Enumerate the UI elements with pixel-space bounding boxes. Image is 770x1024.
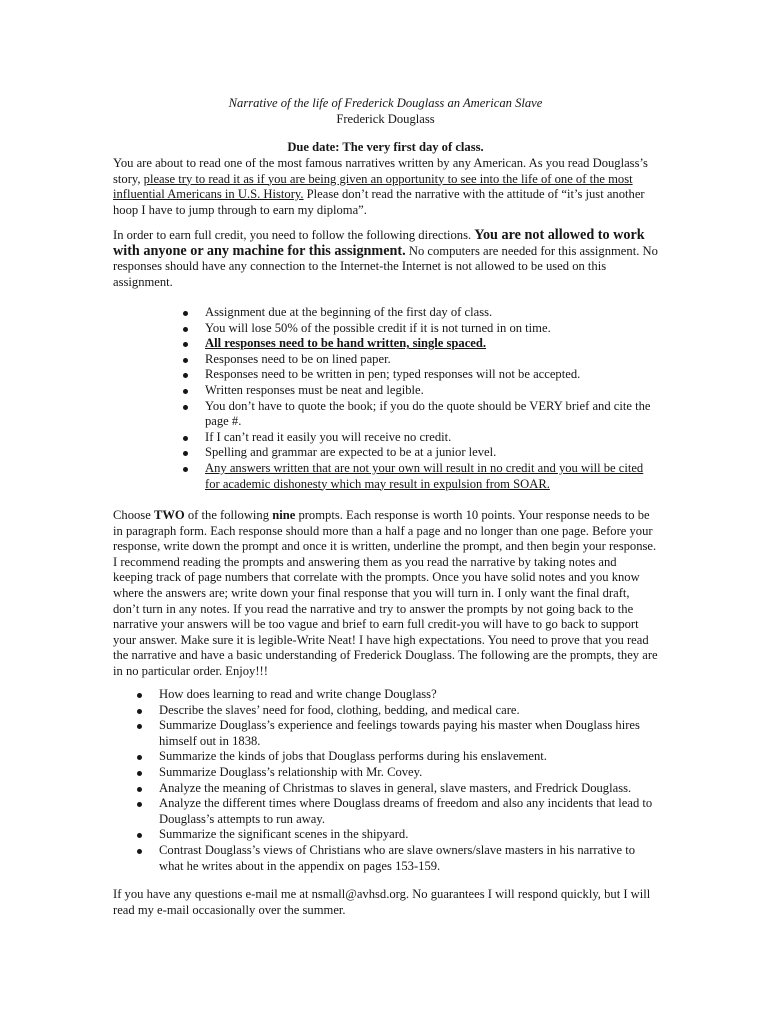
credit-text-end: No computers are needed for this assignment. No responses should have any connection to the Internet-the Internet is not allowed to be used on this assignment. [113,243,658,289]
list-item: Summarize the kinds of jobs that Douglass performs during his enslavement. [134,749,659,765]
book-author: Frederick Douglass [336,111,435,126]
list-item: Analyze the different times where Douglass dreams of freedom and also any incidents that lead to Douglass’s attempts to run away. [134,796,659,827]
prompts-list [134,687,659,874]
list-item: Describe the slaves’ need for food, clothing, bedding, and medical care. [134,703,659,719]
list-item: Summarize the significant scenes in the shipyard. [134,827,659,843]
list-item: Any answers written that are not your own will result in no credit and you will be cited for academic dishonesty which may result in expulsion from SOAR. [180,461,660,492]
list-item: Assignment due at the beginning of the first day of class. [180,305,660,321]
credit-text-start: In order to earn full credit, you need to follow the following directions. [113,228,475,242]
intro-paragraph [113,156,658,218]
closing-paragraph: If you have any questions e-mail me at nsmall@avhsd.org. No guarantees I will respond quickly, but I will read my e-mail occasionally over the summer. [113,887,651,917]
due-date: Due date: The very first day of class. [287,140,484,154]
list-item: Spelling and grammar are expected to be at a junior level. [180,445,660,461]
list-item: Responses need to be on lined paper. [180,352,660,368]
intro-text-start: You are about to read one of the most famous narratives written by any American. As you read Douglass’s story, [113,156,648,186]
directions-list [180,305,660,492]
credit-bold-text: You are not allowed to work with anyone or any machine for this assignment. [113,227,645,259]
list-item: Responses need to be written in pen; typed responses will not be accepted. [180,367,660,383]
document-title [113,96,658,127]
list-item: Analyze the meaning of Christmas to slaves in general, slave masters, and Fredrick Douglass. [134,781,659,797]
choose-nine: nine [272,508,296,522]
list-item: How does learning to read and write change Douglass? [134,687,659,703]
list-item: You don’t have to quote the book; if you do the quote should be VERY brief and cite the page #. [180,399,660,430]
list-item: All responses need to be hand written, single spaced. [180,336,660,352]
credit-paragraph [113,228,658,290]
choose-two: TWO [153,508,185,522]
list-item: Contrast Douglass’s views of Christians who are slave owners/slave masters in his narrative to what he writes about in the appendix on pages 153-159. [134,843,659,874]
list-item: Summarize Douglass’s experience and feelings towards paying his master when Douglass hires himself out in 1838. [134,718,659,749]
book-title: Narrative of the life of Frederick Douglass an American Slave [228,96,543,110]
list-item: Summarize Douglass’s relationship with Mr. Covey. [134,765,659,781]
choose-text-1: Choose [113,508,154,522]
intro-underlined-text: please try to read it as if you are being given an opportunity to see into the life of one of the most influential Americans in U.S. History. [113,171,633,202]
choose-text-3: prompts. Each response is worth 10 points. Your response needs to be in paragraph form. Each response should more than a half a page and no longer than one page. Before your response, write down the prompt and once it is written, underline the prompt, and then begin your response. I recommend reading the prompts and answering them as you read the narrative by taking notes and keeping track of page numbers that correlate with the prompts. Once you have solid notes and you know where the answers are; write down your final response that you will turn in. I only want the final draft, don’t turn in any notes. If you read the narrative and try to answer the prompts by not going back to the narrative your answers will be too vague and brief to earn full credit-you will have to go back to support your answer. Make sure it is legible-Write Neat! I have high expectations. You need to prove that you read the narrative and have a basic understanding of Frederick Douglass. The following are the prompts, they are in no particular order. Enjoy!!! [113,508,658,678]
choose-paragraph [113,508,658,680]
list-item: If I can’t read it easily you will receive no credit. [180,430,660,446]
list-item: Written responses must be neat and legible. [180,383,660,399]
intro-text-end: Please don’t read the narrative with the attitude of “it’s just another hoop I have to jump through to earn my diploma”. [113,187,645,217]
list-item: You will lose 50% of the possible credit if it is not turned in on time. [180,321,660,337]
choose-text-2: of the following [184,508,273,522]
